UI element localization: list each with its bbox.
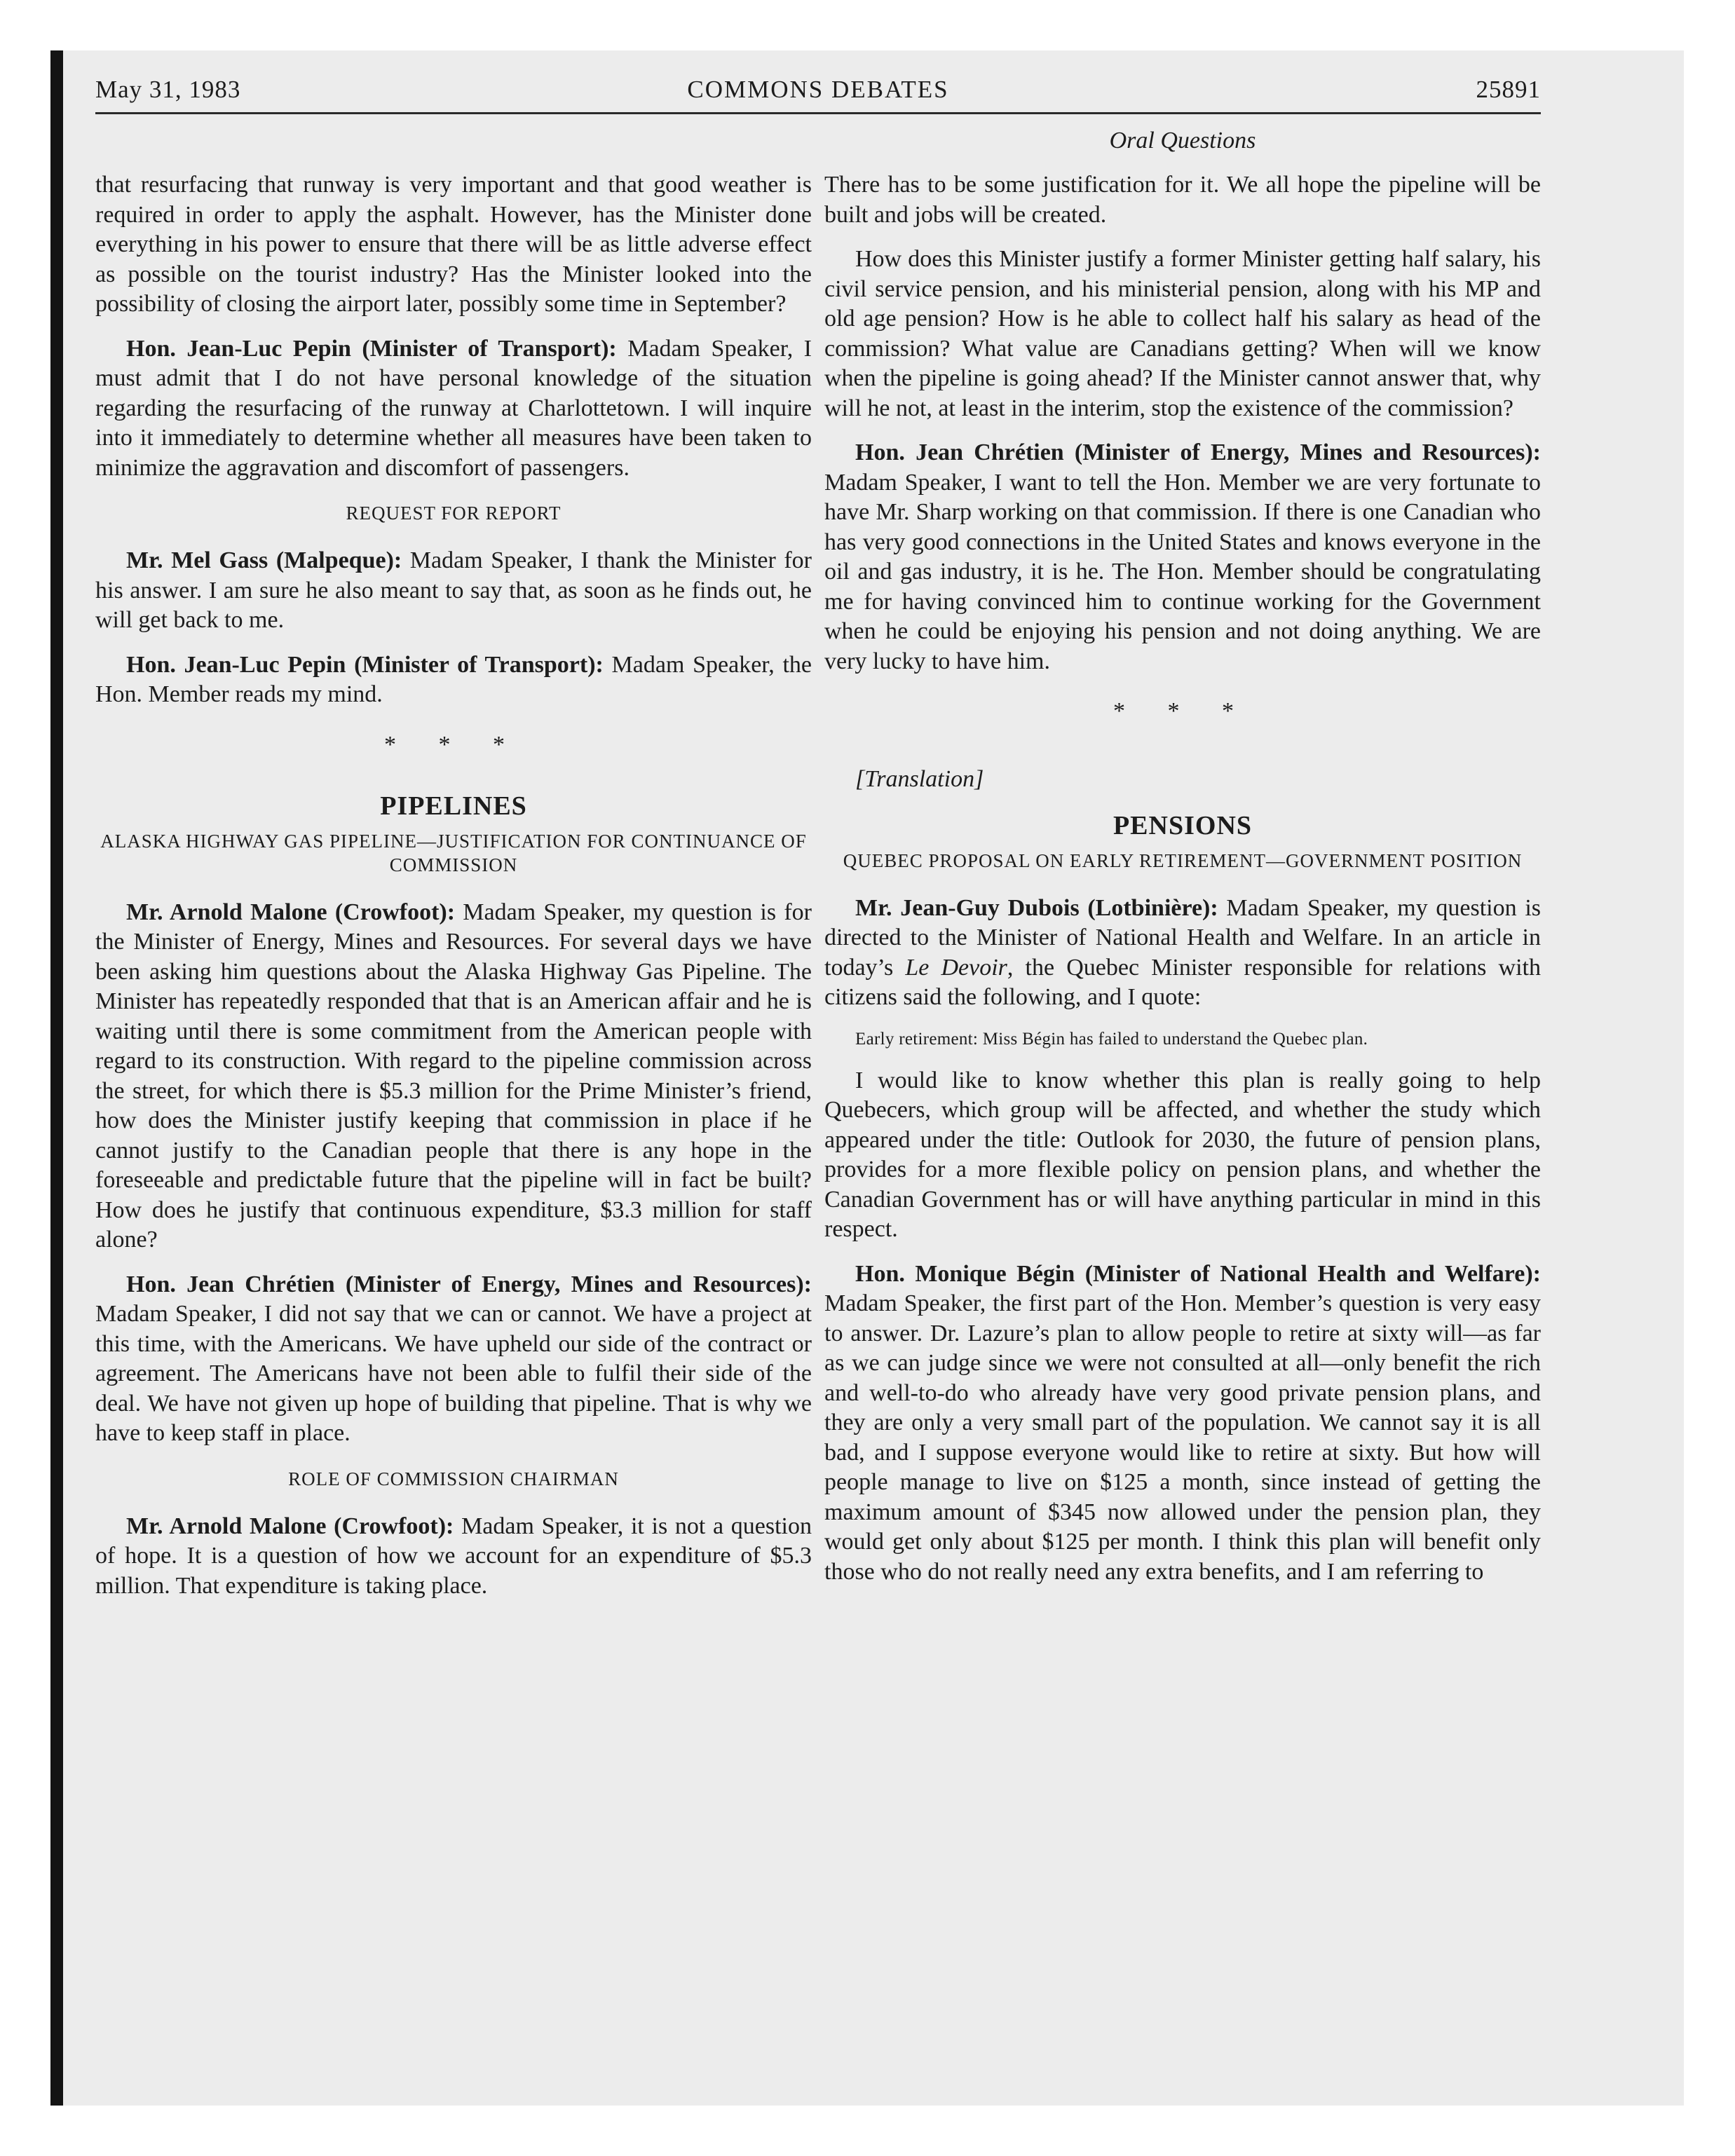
paragraph xyxy=(95,334,812,484)
speech-text: Madam Speaker, my question is directed to the Minister of National Health and Welfare. In an article in today’s xyxy=(824,894,1542,981)
subheading: QUEBEC PROPOSAL ON EARLY RETIREMENT—GOVERNMENT POSITION xyxy=(843,850,1523,871)
paragraph xyxy=(95,1512,812,1602)
paragraph: There has to be some justification for it. We all hope the pipeline will be built and jobs will be created. xyxy=(824,172,1541,228)
speaker-name: Hon. Jean Chrétien (Minister of Energy, Mines and Resources): xyxy=(855,439,1541,465)
speaker-name: Hon. Jean-Luc Pepin (Minister of Transport): xyxy=(126,651,604,678)
left-column xyxy=(95,170,812,1616)
speech-text: Madam Speaker, I must admit that I do not have personal knowledge of the situation regarding the resurfacing of the runway at Charlottetown. I will inquire into it immediately to determine whether all measures have been taken to minimize the aggravation and discomfort of passengers. xyxy=(95,335,812,481)
speech-text: Madam Speaker, it is not a question of hope. It is a question of how we account for an expenditure of $5.3 million. That expenditure is taking place. xyxy=(95,1513,812,1599)
speech-text: Madam Speaker, I thank the Minister for his answer. I am sure he also meant to say that, as soon as he finds out, he will get back to me. xyxy=(95,547,812,633)
speech-text: Madam Speaker, the first part of the Hon. Member’s question is very easy to answer. Dr. Lazure’s plan to allow people to retire at sixty will—as far as we can judge since we were not consulted at all—only benefit the rich and well-to-do who already have very good private pension plans, and they are only a very small part of the population. We cannot say it is all bad, and I suppose everyone would like to retire at sixty. But how will people manage to live on $125 a month, since instead of getting the maximum amount of $345 now allowed under the pension plan, they would get only about $125 per month. I think this plan will benefit only those who do not really need any extra benefits, and I am referring to xyxy=(824,1290,1541,1585)
paragraph: that resurfacing that runway is very important and that good weather is required in order to apply the asphalt. However, has the Minister done everything in his power to ensure that there will be as little adverse effect as possible on the tourist industry? Has the Minister looked into the possibility of closing the airport later, possibly some time in September? xyxy=(95,172,812,317)
speech-text: Madam Speaker, my question is for the Minister of Energy, Mines and Resources. For several days we have been asking him questions about the Alaska Highway Gas Pipeline. The Minister has repeatedly responded that that is an American affair and he is waiting until there is some commitment from the American people with regard to its construction. With regard to the pipeline commission across the street, for which there is $5.3 million for the Prime Minister’s friend, how does the Minister justify keeping that commission in place if he cannot justify to the Canadian people that there is any hope in the foreseeable and predictable future that the pipeline will in fact be built? How does he justify that continuous expenditure, $3.3 million for staff alone? xyxy=(95,899,812,1253)
newspaper-title: Le Devoir xyxy=(905,954,1007,981)
block-quote: Early retirement: Miss Bégin has failed to understand the Quebec plan. xyxy=(855,1029,1368,1049)
speaker-name: Mr. Arnold Malone (Crowfoot): xyxy=(126,899,456,925)
paragraph: I would like to know whether this plan is really going to help Quebecers, which group will be affected, and whether the study which appeared under the title: Outlook for 2030, the future of pension plans, provides for a more flexible policy on pension plans, and whether the Canadian Government has or will have anything particular in mind in this respect. xyxy=(824,1067,1541,1242)
header-page-number: 25891 xyxy=(1476,76,1541,103)
paragraph xyxy=(95,546,812,636)
speech-text: Madam Speaker, I want to tell the Hon. Member we are very fortunate to have Mr. Sharp working on that commission. If there is one Canadian who has very good connections in the United States and knows everyone in the oil and gas industry, it is he. The Hon. Member should be congratulating me for having convinced him to continue working for the Government when he could be enjoying his pension and not doing anything. We are very lucky to have him. xyxy=(824,469,1541,674)
header-rule xyxy=(95,112,1541,114)
paragraph: How does this Minister justify a former Minister getting half salary, his civil service pension, and his ministerial pension, along with his MP and old age pension? How is he able to collect half his salary as head of the commission? What value are Canadians getting? When will we know when the pipeline is going ahead? If the Minister cannot answer that, why will he not, at least in the interim, stop the existence of the commission? xyxy=(824,246,1541,421)
header-date: May 31, 1983 xyxy=(95,76,241,103)
running-header xyxy=(95,76,1541,109)
translation-note: [Translation] xyxy=(855,766,984,792)
speaker-name: Mr. Mel Gass (Malpeque): xyxy=(126,547,402,573)
right-column xyxy=(824,170,1541,1602)
speech-text: , the Quebec Minister responsible for relations with citizens said the following, and I quote: xyxy=(824,954,1541,1010)
subheading: ALASKA HIGHWAY GAS PIPELINE—JUSTIFICATION FOR CONTINUANCE OF COMMISSION xyxy=(100,830,807,875)
speaker-name: Mr. Arnold Malone (Crowfoot): xyxy=(126,1513,454,1539)
speech-text: Madam Speaker, the Hon. Member reads my mind. xyxy=(95,651,812,707)
paragraph xyxy=(95,898,812,1255)
speaker-name: Hon. Jean-Luc Pepin (Minister of Transport): xyxy=(126,335,617,362)
binding-edge xyxy=(50,50,63,2106)
paragraph xyxy=(824,894,1541,1013)
subheading: ROLE OF COMMISSION CHAIRMAN xyxy=(288,1468,619,1489)
header-publication: COMMONS DEBATES xyxy=(687,76,949,103)
section-heading: PIPELINES xyxy=(380,791,527,821)
speaker-name: Hon. Monique Bégin (Minister of National Health and Welfare): xyxy=(855,1260,1541,1287)
paragraph xyxy=(95,1270,812,1449)
speaker-name: Mr. Jean-Guy Dubois (Lotbinière): xyxy=(855,894,1218,921)
speech-text: Madam Speaker, I did not say that we can or cannot. We have a project at this time, with the Americans. We have upheld our side of the contract or agreement. The Americans have not been able to fulfil their side of the deal. We have not given up hope of building that pipeline. That is why we have to keep staff in place. xyxy=(95,1301,812,1446)
section-label: Oral Questions xyxy=(1109,128,1256,153)
subheading: REQUEST FOR REPORT xyxy=(346,503,562,524)
paragraph xyxy=(824,1260,1541,1588)
section-separator: * * * xyxy=(1113,698,1252,724)
paragraph xyxy=(824,438,1541,676)
paragraph xyxy=(95,650,812,710)
speaker-name: Hon. Jean Chrétien (Minister of Energy, Mines and Resources): xyxy=(126,1271,812,1297)
section-heading: PENSIONS xyxy=(1113,810,1253,840)
section-separator: * * * xyxy=(384,731,523,758)
